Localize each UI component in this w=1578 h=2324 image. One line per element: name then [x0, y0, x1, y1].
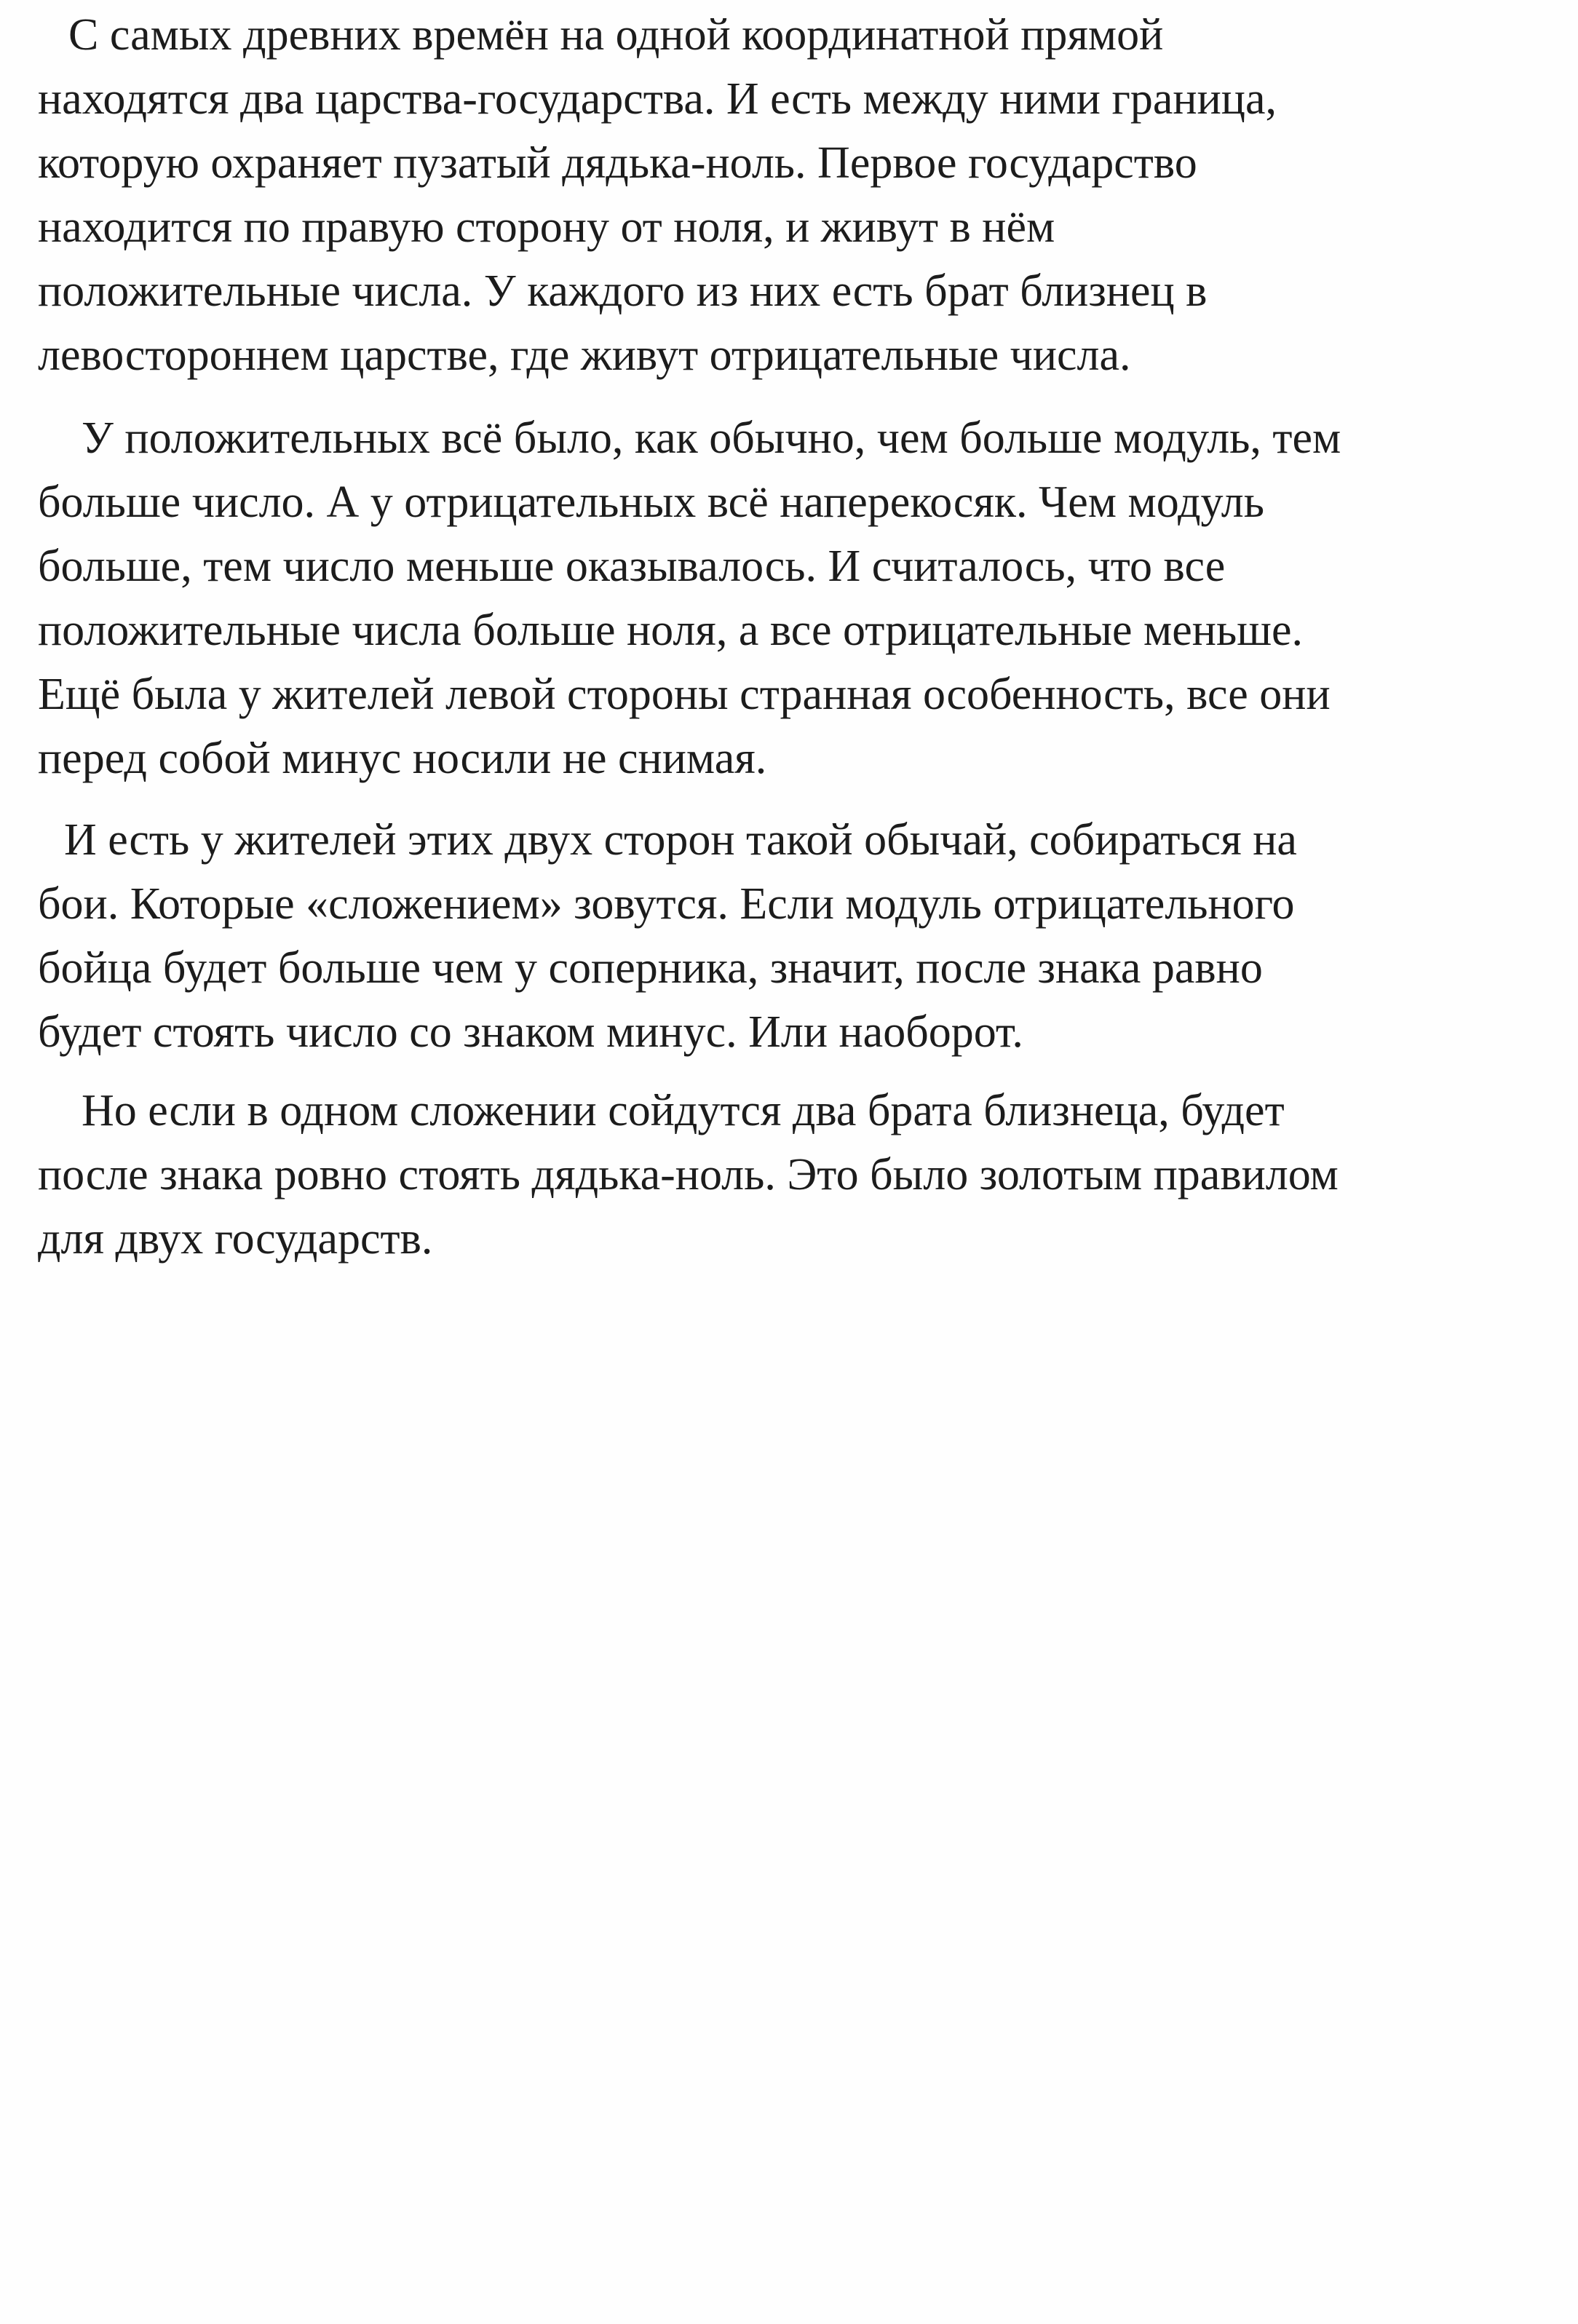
paragraph-3 [38, 808, 1494, 1064]
text-line: бои. Которые «сложением» зовутся. Если модуль отрицательного [38, 879, 1295, 929]
text-line: И есть у жителей этих двух сторон такой обычай, собираться на [64, 815, 1297, 865]
text-line: положительные числа. У каждого из них есть брат близнец в [38, 266, 1208, 316]
text-line: больше число. А у отрицательных всё наперекосяк. Чем модуль [38, 477, 1265, 527]
paragraph-2 [38, 406, 1494, 790]
text-line: больше, тем число меньше оказывалось. И считалось, что все [38, 542, 1226, 591]
text-line: Но если в одном сложении сойдутся два брата близнеца, будет [82, 1086, 1285, 1135]
text-line: С самых древних времён на одной координатной прямой [68, 10, 1164, 60]
text-line: Ещё была у жителей левой стороны странная особенность, все они [38, 670, 1331, 719]
text-line: для двух государств. [38, 1214, 433, 1264]
text-line: находится по правую сторону от ноля, и живут в нём [38, 202, 1055, 252]
text-line: после знака ровно стоять дядька-ноль. Это было золотым правилом [38, 1150, 1339, 1199]
paragraph-1 [38, 3, 1494, 387]
text-line: будет стоять число со знаком минус. Или наоборот. [38, 1007, 1023, 1057]
text-line: У положительных всё было, как обычно, чем больше модуль, тем [82, 413, 1341, 463]
paragraph-4 [38, 1079, 1494, 1271]
text-line: находятся два царства-государства. И есть между ними граница, [38, 74, 1277, 124]
text-line: положительные числа больше ноля, а все отрицательные меньше. [38, 606, 1303, 655]
text-line: перед собой минус носили не снимая. [38, 734, 767, 783]
text-line: левостороннем царстве, где живут отрицательные числа. [38, 330, 1131, 380]
document-text [38, 3, 1494, 1271]
text-line: которую охраняет пузатый дядька-ноль. Первое государство [38, 138, 1197, 188]
text-line: бойца будет больше чем у соперника, значит, после знака равно [38, 943, 1263, 993]
